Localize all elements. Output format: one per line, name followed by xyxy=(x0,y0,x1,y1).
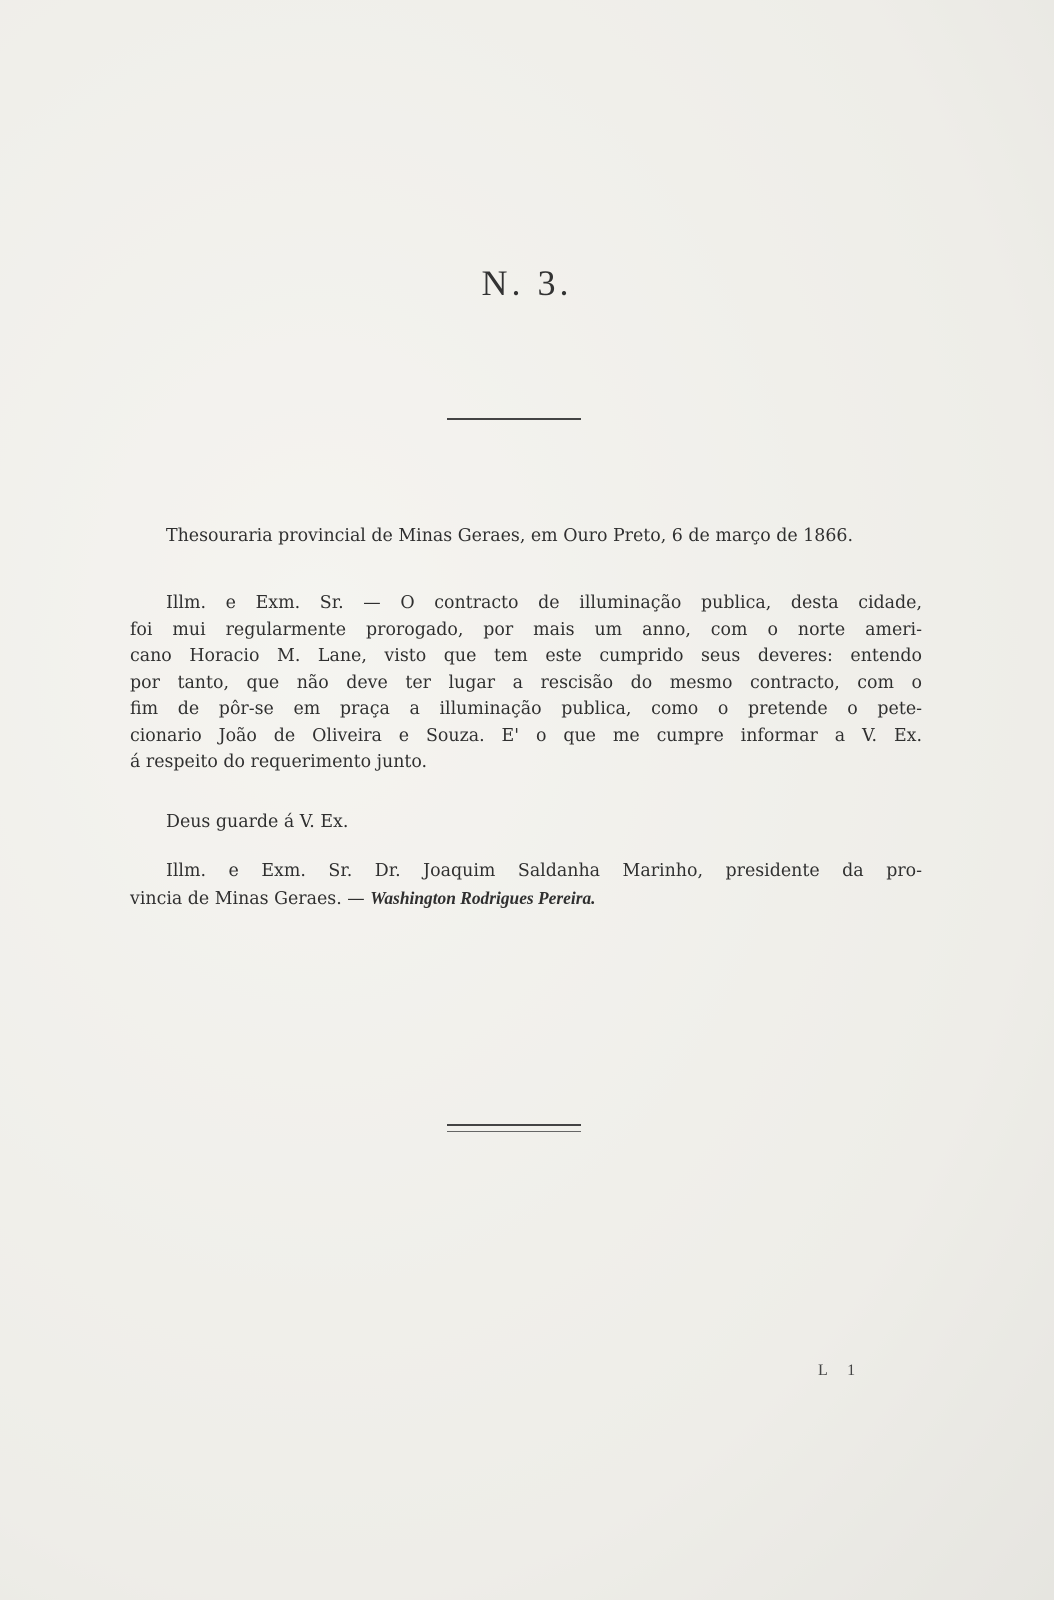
letter-body xyxy=(130,590,922,776)
body-line: foi mui regularmente prorogado, por mais um anno, com o norte ameri- xyxy=(130,619,922,640)
addressee-province: vincia de Minas Geraes. — xyxy=(130,888,371,909)
body-line: fim de pôr-se em praça a illuminação publica, como o pretende o pete- xyxy=(130,699,922,719)
body-line: Illm. e Exm. Sr. — O contracto de illuminação publica, desta cidade, xyxy=(166,593,922,613)
body-line: á respeito do requerimento junto. xyxy=(130,752,428,772)
dateline: Thesouraria provincial de Minas Geraes, em Ouro Preto, 6 de março de 1866. xyxy=(166,526,853,546)
addressee-line-2 xyxy=(130,885,922,913)
addressee-block xyxy=(130,858,922,912)
body-line: cionario João de Oliveira e Souza. E' o que me cumpre informar a V. Ex. xyxy=(130,725,922,746)
body-line: por tanto, que não deve ter lugar a rescisão do mesmo contracto, com o xyxy=(130,672,922,693)
addressee-line: Illm. e Exm. Sr. Dr. Joaquim Saldanha Marinho, presidente da pro- xyxy=(166,861,922,881)
signature: Washington Rodrigues Pereira. xyxy=(370,887,596,908)
document-number: N. 3. xyxy=(481,263,573,303)
closing-salutation: Deus guarde á V. Ex. xyxy=(166,812,349,832)
top-rule xyxy=(447,418,581,420)
bottom-rule xyxy=(447,1124,581,1132)
sheet-signature-mark: L 1 xyxy=(818,1362,864,1379)
body-line: cano Horacio M. Lane, visto que tem este cumprido seus deveres: entendo xyxy=(130,646,922,666)
